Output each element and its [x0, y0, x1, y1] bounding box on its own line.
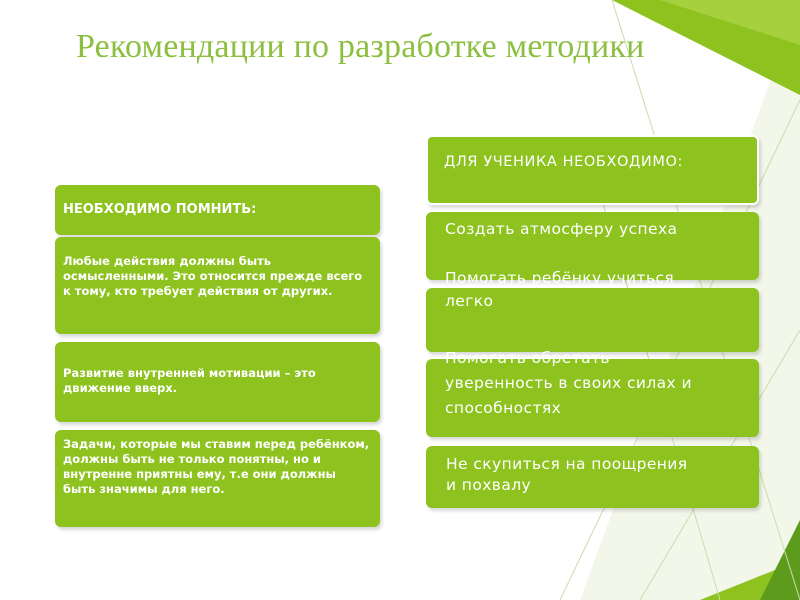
right-item-text: Не скупиться на поощрения	[446, 455, 688, 473]
left-item-box	[55, 237, 380, 334]
left-item-text: Любые действия должны быть осмысленными. Это относится прежде всего к тому, кто требует действия от других.	[63, 254, 363, 298]
right-item-box	[426, 446, 759, 508]
right-header-box	[426, 135, 759, 205]
left-header-text: НЕОБХОДИМО ПОМНИТЬ:	[63, 202, 257, 217]
left-item-text: Задачи, которые мы ставим перед ребёнком, должны быть не только понятны, но и внутренне приятны ему, т.е они должны быть значимы для него.	[63, 437, 370, 496]
right-item-text: и похвалу	[446, 476, 532, 494]
left-item-box	[55, 342, 380, 422]
left-item-box	[55, 430, 380, 527]
right-header-text: ДЛЯ УЧЕНИКА НЕОБХОДИМО:	[444, 154, 683, 170]
left-item-text: Развитие внутренней мотивации – это движение вверх.	[63, 366, 316, 395]
right-item-text: легко	[445, 292, 494, 310]
right-item-text: Помогать обретать	[445, 349, 610, 367]
page-title: Рекомендации по разработке методики	[76, 28, 645, 65]
left-header-box	[55, 185, 380, 235]
right-item-text: Создать атмосферу успеха	[445, 220, 678, 238]
right-item-text: Помогать ребёнку учиться	[445, 269, 675, 287]
right-item-text: уверенность в своих силах и	[445, 374, 692, 392]
right-item-box	[426, 359, 759, 437]
right-item-text: способностях	[445, 399, 562, 417]
